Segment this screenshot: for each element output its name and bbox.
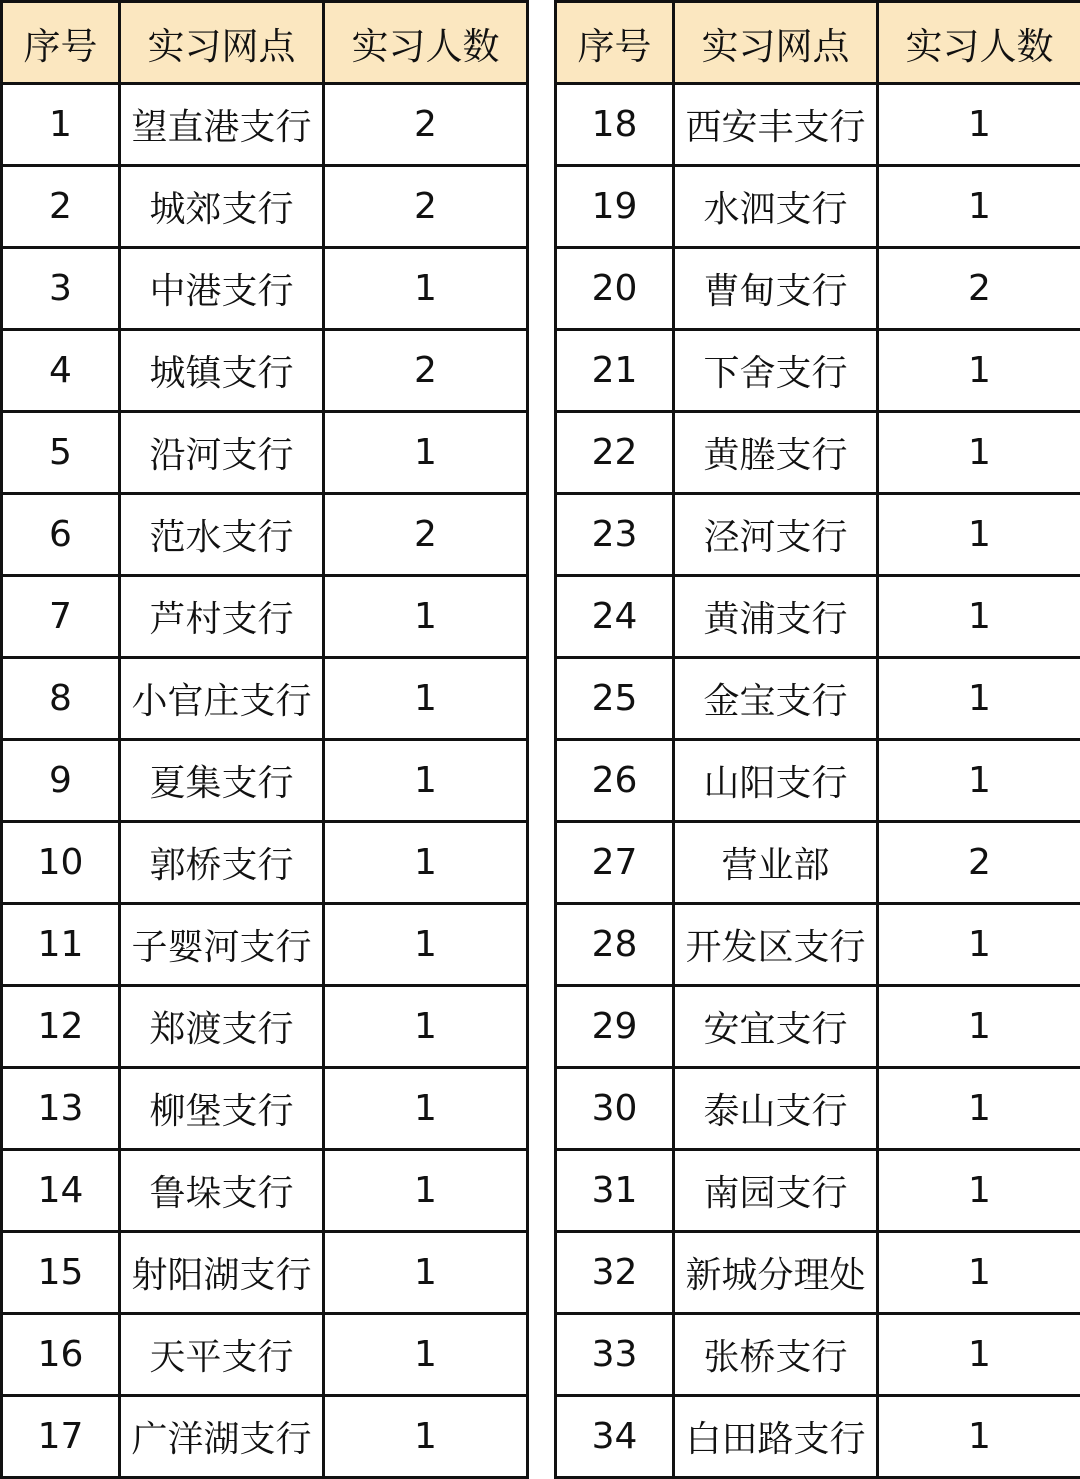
cell-count: 1 [878,494,1080,576]
cell-seq: 22 [556,412,674,494]
table-row [2,1150,528,1232]
cell-count: 1 [878,412,1080,494]
table-row [556,1314,1080,1396]
cell-seq: 8 [2,658,120,740]
cell-seq: 19 [556,166,674,248]
internship-table-left [0,0,529,1479]
table-row [556,822,1080,904]
cell-seq: 30 [556,1068,674,1150]
table-header-row [2,2,528,84]
cell-seq: 4 [2,330,120,412]
cell-seq: 29 [556,986,674,1068]
cell-branch: 夏集支行 [120,740,324,822]
cell-branch: 黄塍支行 [674,412,878,494]
cell-branch: 西安丰支行 [674,84,878,166]
table-row [556,986,1080,1068]
cell-count: 1 [324,740,528,822]
cell-seq: 33 [556,1314,674,1396]
cell-branch: 沿河支行 [120,412,324,494]
cell-branch: 郑渡支行 [120,986,324,1068]
cell-count: 1 [878,740,1080,822]
cell-count: 1 [324,1150,528,1232]
table-row [556,904,1080,986]
table-row [2,330,528,412]
cell-branch: 小官庄支行 [120,658,324,740]
table-row [2,248,528,330]
cell-branch: 南园支行 [674,1150,878,1232]
cell-seq: 25 [556,658,674,740]
cell-seq: 23 [556,494,674,576]
table-row [2,904,528,986]
cell-branch: 广洋湖支行 [120,1396,324,1478]
cell-count: 1 [878,84,1080,166]
cell-count: 1 [878,1396,1080,1478]
table-row [2,576,528,658]
table-row [556,84,1080,166]
cell-seq: 13 [2,1068,120,1150]
table-row [2,822,528,904]
cell-count: 1 [324,658,528,740]
cell-count: 1 [878,1314,1080,1396]
table-row [2,1314,528,1396]
cell-branch: 开发区支行 [674,904,878,986]
cell-count: 1 [324,986,528,1068]
cell-branch: 范水支行 [120,494,324,576]
cell-count: 1 [878,1068,1080,1150]
cell-branch: 金宝支行 [674,658,878,740]
cell-seq: 6 [2,494,120,576]
cell-branch: 子婴河支行 [120,904,324,986]
cell-count: 1 [324,1068,528,1150]
cell-count: 2 [324,494,528,576]
table-row [556,248,1080,330]
cell-count: 1 [324,1232,528,1314]
table-row [556,412,1080,494]
table-row [2,166,528,248]
table-row [556,740,1080,822]
table-row [2,412,528,494]
header-seq: 序号 [556,2,674,84]
cell-seq: 18 [556,84,674,166]
cell-count: 1 [324,822,528,904]
cell-count: 1 [324,1396,528,1478]
table-row [556,1150,1080,1232]
cell-seq: 27 [556,822,674,904]
cell-seq: 3 [2,248,120,330]
table-row [556,658,1080,740]
table-row [2,740,528,822]
cell-count: 2 [878,822,1080,904]
cell-count: 1 [878,986,1080,1068]
cell-seq: 9 [2,740,120,822]
internship-table-right [554,0,1080,1479]
cell-count: 1 [878,330,1080,412]
cell-count: 1 [878,904,1080,986]
table-row [2,658,528,740]
cell-count: 1 [878,1150,1080,1232]
table-row [556,330,1080,412]
cell-branch: 城镇支行 [120,330,324,412]
table-row [556,166,1080,248]
table-row [556,1396,1080,1478]
cell-count: 1 [878,1232,1080,1314]
header-seq: 序号 [2,2,120,84]
cell-seq: 26 [556,740,674,822]
cell-branch: 黄浦支行 [674,576,878,658]
cell-seq: 5 [2,412,120,494]
cell-count: 1 [324,576,528,658]
cell-seq: 1 [2,84,120,166]
header-count: 实习人数 [324,2,528,84]
cell-branch: 山阳支行 [674,740,878,822]
cell-branch: 柳堡支行 [120,1068,324,1150]
cell-seq: 11 [2,904,120,986]
cell-count: 2 [324,330,528,412]
table-row [556,1068,1080,1150]
header-branch: 实习网点 [674,2,878,84]
cell-seq: 28 [556,904,674,986]
cell-branch: 水泗支行 [674,166,878,248]
cell-branch: 张桥支行 [674,1314,878,1396]
cell-seq: 12 [2,986,120,1068]
cell-seq: 16 [2,1314,120,1396]
cell-seq: 10 [2,822,120,904]
cell-branch: 曹甸支行 [674,248,878,330]
cell-count: 1 [324,412,528,494]
cell-count: 2 [324,166,528,248]
cell-count: 2 [324,84,528,166]
cell-branch: 安宜支行 [674,986,878,1068]
cell-branch: 郭桥支行 [120,822,324,904]
cell-count: 2 [878,248,1080,330]
table-row [2,986,528,1068]
cell-seq: 24 [556,576,674,658]
table-row [2,494,528,576]
table-row [2,84,528,166]
table-row [2,1396,528,1478]
cell-seq: 20 [556,248,674,330]
cell-branch: 泾河支行 [674,494,878,576]
cell-branch: 新城分理处 [674,1232,878,1314]
cell-branch: 射阳湖支行 [120,1232,324,1314]
cell-seq: 34 [556,1396,674,1478]
cell-branch: 下舍支行 [674,330,878,412]
cell-seq: 31 [556,1150,674,1232]
table-row [2,1068,528,1150]
cell-count: 1 [324,248,528,330]
table-row [556,1232,1080,1314]
cell-seq: 2 [2,166,120,248]
cell-count: 1 [878,576,1080,658]
cell-branch: 营业部 [674,822,878,904]
table-row [556,494,1080,576]
cell-branch: 中港支行 [120,248,324,330]
table-header-row [556,2,1080,84]
cell-count: 1 [878,166,1080,248]
cell-branch: 鲁垛支行 [120,1150,324,1232]
cell-seq: 21 [556,330,674,412]
cell-branch: 芦村支行 [120,576,324,658]
cell-count: 1 [878,658,1080,740]
cell-seq: 17 [2,1396,120,1478]
cell-seq: 7 [2,576,120,658]
cell-seq: 32 [556,1232,674,1314]
header-branch: 实习网点 [120,2,324,84]
cell-seq: 15 [2,1232,120,1314]
cell-count: 1 [324,1314,528,1396]
cell-branch: 天平支行 [120,1314,324,1396]
cell-count: 1 [324,904,528,986]
cell-seq: 14 [2,1150,120,1232]
table-row [556,576,1080,658]
cell-branch: 白田路支行 [674,1396,878,1478]
cell-branch: 望直港支行 [120,84,324,166]
table-row [2,1232,528,1314]
cell-branch: 泰山支行 [674,1068,878,1150]
cell-branch: 城郊支行 [120,166,324,248]
header-count: 实习人数 [878,2,1080,84]
